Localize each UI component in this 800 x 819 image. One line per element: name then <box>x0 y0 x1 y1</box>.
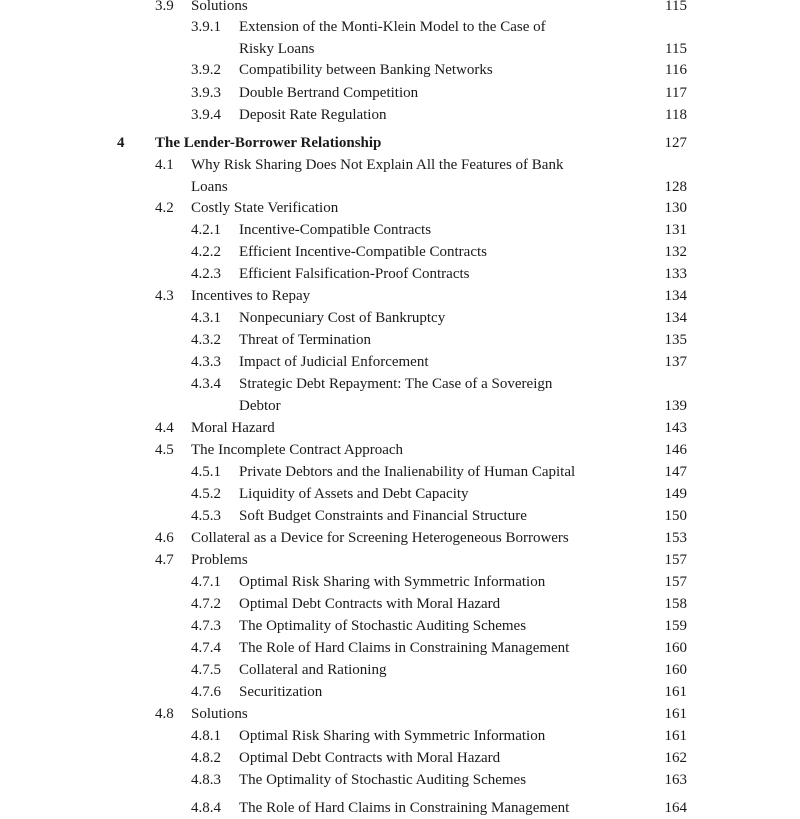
toc-section-entry <box>0 417 800 439</box>
toc-entry-title: Strategic Debt Repayment: The Case of a Sovereign Debtor <box>239 376 553 414</box>
toc-entry-page: 115 <box>665 41 687 57</box>
toc-entry-title: The Lender-Borrower Relationship <box>155 135 382 151</box>
toc-section-entry <box>0 285 800 307</box>
toc-entry-title: Extension of the Monti-Klein Model to the Case of Risky Loans <box>239 19 546 57</box>
toc-entry-number: 4.2 <box>155 200 174 216</box>
toc-subsection-entry <box>0 571 800 593</box>
toc-entry-number: 4.8.1 <box>191 728 221 744</box>
toc-entry-number: 4.7.6 <box>191 684 221 700</box>
toc-entry-number: 4.5.3 <box>191 508 221 524</box>
toc-entry-title: Costly State Verification <box>191 200 339 216</box>
toc-entry-number: 3.9.3 <box>191 85 221 101</box>
toc-subsection-entry <box>0 329 800 351</box>
toc-entry-title: Optimal Risk Sharing with Symmetric Information <box>239 728 546 744</box>
toc-entry-number: 4.3.3 <box>191 354 221 370</box>
toc-entry-page: 159 <box>664 618 687 634</box>
toc-entry-number: 3.9.2 <box>191 62 221 78</box>
toc-entry-title: The Optimality of Stochastic Auditing Schemes <box>239 618 527 634</box>
toc-entry-number: 4.3.1 <box>191 310 221 326</box>
toc-entry-number: 4.8 <box>155 706 174 722</box>
toc-entry-title: Solutions <box>191 706 248 722</box>
toc-entry-number: 4.7 <box>155 552 174 568</box>
toc-entry-title: Securitization <box>239 684 323 700</box>
toc-subsection-entry <box>0 505 800 527</box>
toc-entry-title: Deposit Rate Regulation <box>239 107 387 123</box>
toc-entry-page: 162 <box>664 750 687 766</box>
toc-entry-title: Liquidity of Assets and Debt Capacity <box>239 486 469 502</box>
toc-entry-title: Efficient Falsification-Proof Contracts <box>239 266 470 282</box>
toc-entry-number: 4.1 <box>155 157 174 173</box>
toc-entry-page: 158 <box>664 596 687 612</box>
toc-chapter-entry <box>0 132 800 154</box>
toc-subsection-entry <box>0 16 800 60</box>
toc-entry-title: Optimal Debt Contracts with Moral Hazard <box>239 750 501 766</box>
toc-entry-page: 164 <box>664 800 687 816</box>
toc-subsection-entry <box>0 797 800 819</box>
toc-entry-page: 163 <box>664 772 687 788</box>
toc-entry-page: 115 <box>665 0 687 14</box>
toc-entry-title: Collateral and Rationing <box>239 662 387 678</box>
toc-section-entry <box>0 549 800 571</box>
toc-section-entry <box>0 703 800 725</box>
toc-entry-page: 135 <box>664 332 687 348</box>
toc-entry-page: 153 <box>664 530 687 546</box>
toc-section-entry <box>0 527 800 549</box>
toc-entry-title: The Role of Hard Claims in Constraining Management <box>239 800 570 816</box>
toc-subsection-entry <box>0 593 800 615</box>
toc-subsection-entry <box>0 659 800 681</box>
toc-entry-page: 157 <box>664 552 687 568</box>
toc-entry-page: 116 <box>665 62 687 78</box>
toc-entry-number: 3.9.1 <box>191 19 221 35</box>
toc-entry-number: 3.9 <box>155 0 174 14</box>
toc-entry-number: 4.3 <box>155 288 174 304</box>
toc-entry-title: The Role of Hard Claims in Constraining Management <box>239 640 570 656</box>
toc-entry-title: Optimal Risk Sharing with Symmetric Information <box>239 574 546 590</box>
toc-entry-number: 4.4 <box>155 420 174 436</box>
toc-entry-number: 4.7.3 <box>191 618 221 634</box>
toc-entry-title: Efficient Incentive-Compatible Contracts <box>239 244 487 260</box>
toc-entry-title: The Incomplete Contract Approach <box>191 442 404 458</box>
toc-entry-title: Moral Hazard <box>191 420 275 436</box>
toc-entry-page: 143 <box>664 420 687 436</box>
toc-subsection-entry <box>0 104 800 126</box>
toc-entry-title: The Optimality of Stochastic Auditing Schemes <box>239 772 527 788</box>
toc-subsection-entry <box>0 82 800 104</box>
toc-entry-number: 4.7.4 <box>191 640 221 656</box>
toc-subsection-entry <box>0 351 800 373</box>
toc-subsection-entry <box>0 307 800 329</box>
toc-entry-page: 161 <box>664 684 687 700</box>
toc-entry-number: 4.8.3 <box>191 772 221 788</box>
toc-entry-title: Nonpecuniary Cost of Bankruptcy <box>239 310 446 326</box>
toc-entry-title: Problems <box>191 552 248 568</box>
toc-entry-page: 118 <box>665 107 687 123</box>
toc-entry-title: Incentive-Compatible Contracts <box>239 222 432 238</box>
toc-entry-title: Collateral as a Device for Screening Heterogeneous Borrowers <box>191 530 569 546</box>
toc-subsection-entry <box>0 373 800 417</box>
toc-subsection-entry <box>0 637 800 659</box>
toc-entry-page: 127 <box>664 135 687 151</box>
toc-subsection-entry <box>0 615 800 637</box>
toc-entry-page: 146 <box>664 442 687 458</box>
toc-entry-page: 128 <box>664 179 687 195</box>
toc-entry-title: Incentives to Repay <box>191 288 311 304</box>
toc-entry-page: 161 <box>664 706 687 722</box>
toc-entry-number: 4.5.1 <box>191 464 221 480</box>
toc-subsection-entry <box>0 483 800 505</box>
toc-entry-page: 130 <box>664 200 687 216</box>
toc-subsection-entry <box>0 59 800 81</box>
toc-entry-page: 117 <box>665 85 687 101</box>
toc-entry-page: 160 <box>664 662 687 678</box>
toc-entry-number: 4.8.2 <box>191 750 221 766</box>
toc-entry-number: 4.6 <box>155 530 174 546</box>
toc-subsection-entry <box>0 769 800 791</box>
toc-entry-title: Optimal Debt Contracts with Moral Hazard <box>239 596 501 612</box>
toc-section-entry <box>0 197 800 219</box>
toc-subsection-entry <box>0 681 800 703</box>
toc-entry-number: 4.7.2 <box>191 596 221 612</box>
toc-entry-title: Private Debtors and the Inalienability of Human Capital <box>239 464 576 480</box>
toc-entry-title: Impact of Judicial Enforcement <box>239 354 429 370</box>
toc-entry-number: 4.3.4 <box>191 376 221 392</box>
toc-entry-page: 139 <box>664 398 687 414</box>
toc-entry-number: 4.5 <box>155 442 174 458</box>
toc-entry-page: 150 <box>664 508 687 524</box>
toc-section-entry <box>0 0 800 17</box>
toc-entry-number: 3.9.4 <box>191 107 221 123</box>
toc-entry-page: 133 <box>664 266 687 282</box>
toc-entry-page: 160 <box>664 640 687 656</box>
toc-subsection-entry <box>0 219 800 241</box>
toc-entry-number: 4.3.2 <box>191 332 221 348</box>
toc-entry-title: Soft Budget Constraints and Financial Structure <box>239 508 527 524</box>
toc-entry-page: 149 <box>664 486 687 502</box>
toc-entry-title: Solutions <box>191 0 248 14</box>
toc-entry-page: 161 <box>664 728 687 744</box>
toc-section-entry <box>0 154 800 198</box>
toc-entry-page: 147 <box>664 464 687 480</box>
toc-entry-number: 4.2.2 <box>191 244 221 260</box>
toc-subsection-entry <box>0 725 800 747</box>
toc-subsection-entry <box>0 263 800 285</box>
toc-section-entry <box>0 439 800 461</box>
toc-entry-page: 131 <box>664 222 687 238</box>
toc-entry-page: 157 <box>664 574 687 590</box>
toc-entry-number: 4.7.1 <box>191 574 221 590</box>
toc-entry-number: 4 <box>117 135 125 151</box>
toc-entry-title: Threat of Termination <box>239 332 371 348</box>
toc-entry-page: 137 <box>664 354 687 370</box>
toc-subsection-entry <box>0 747 800 769</box>
toc-entry-title: Double Bertrand Competition <box>239 85 419 101</box>
toc-entry-page: 134 <box>664 288 687 304</box>
toc-entry-page: 132 <box>664 244 687 260</box>
toc-entry-number: 4.7.5 <box>191 662 221 678</box>
toc-subsection-entry <box>0 241 800 263</box>
toc-subsection-entry <box>0 461 800 483</box>
toc-entry-number: 4.8.4 <box>191 800 221 816</box>
toc-entry-number: 4.2.1 <box>191 222 221 238</box>
toc-entry-title: Why Risk Sharing Does Not Explain All the Features of Bank Loans <box>191 157 564 195</box>
toc-entry-title: Compatibility between Banking Networks <box>239 62 493 78</box>
toc-entry-number: 4.2.3 <box>191 266 221 282</box>
toc-entry-number: 4.5.2 <box>191 486 221 502</box>
toc-entry-page: 134 <box>664 310 687 326</box>
